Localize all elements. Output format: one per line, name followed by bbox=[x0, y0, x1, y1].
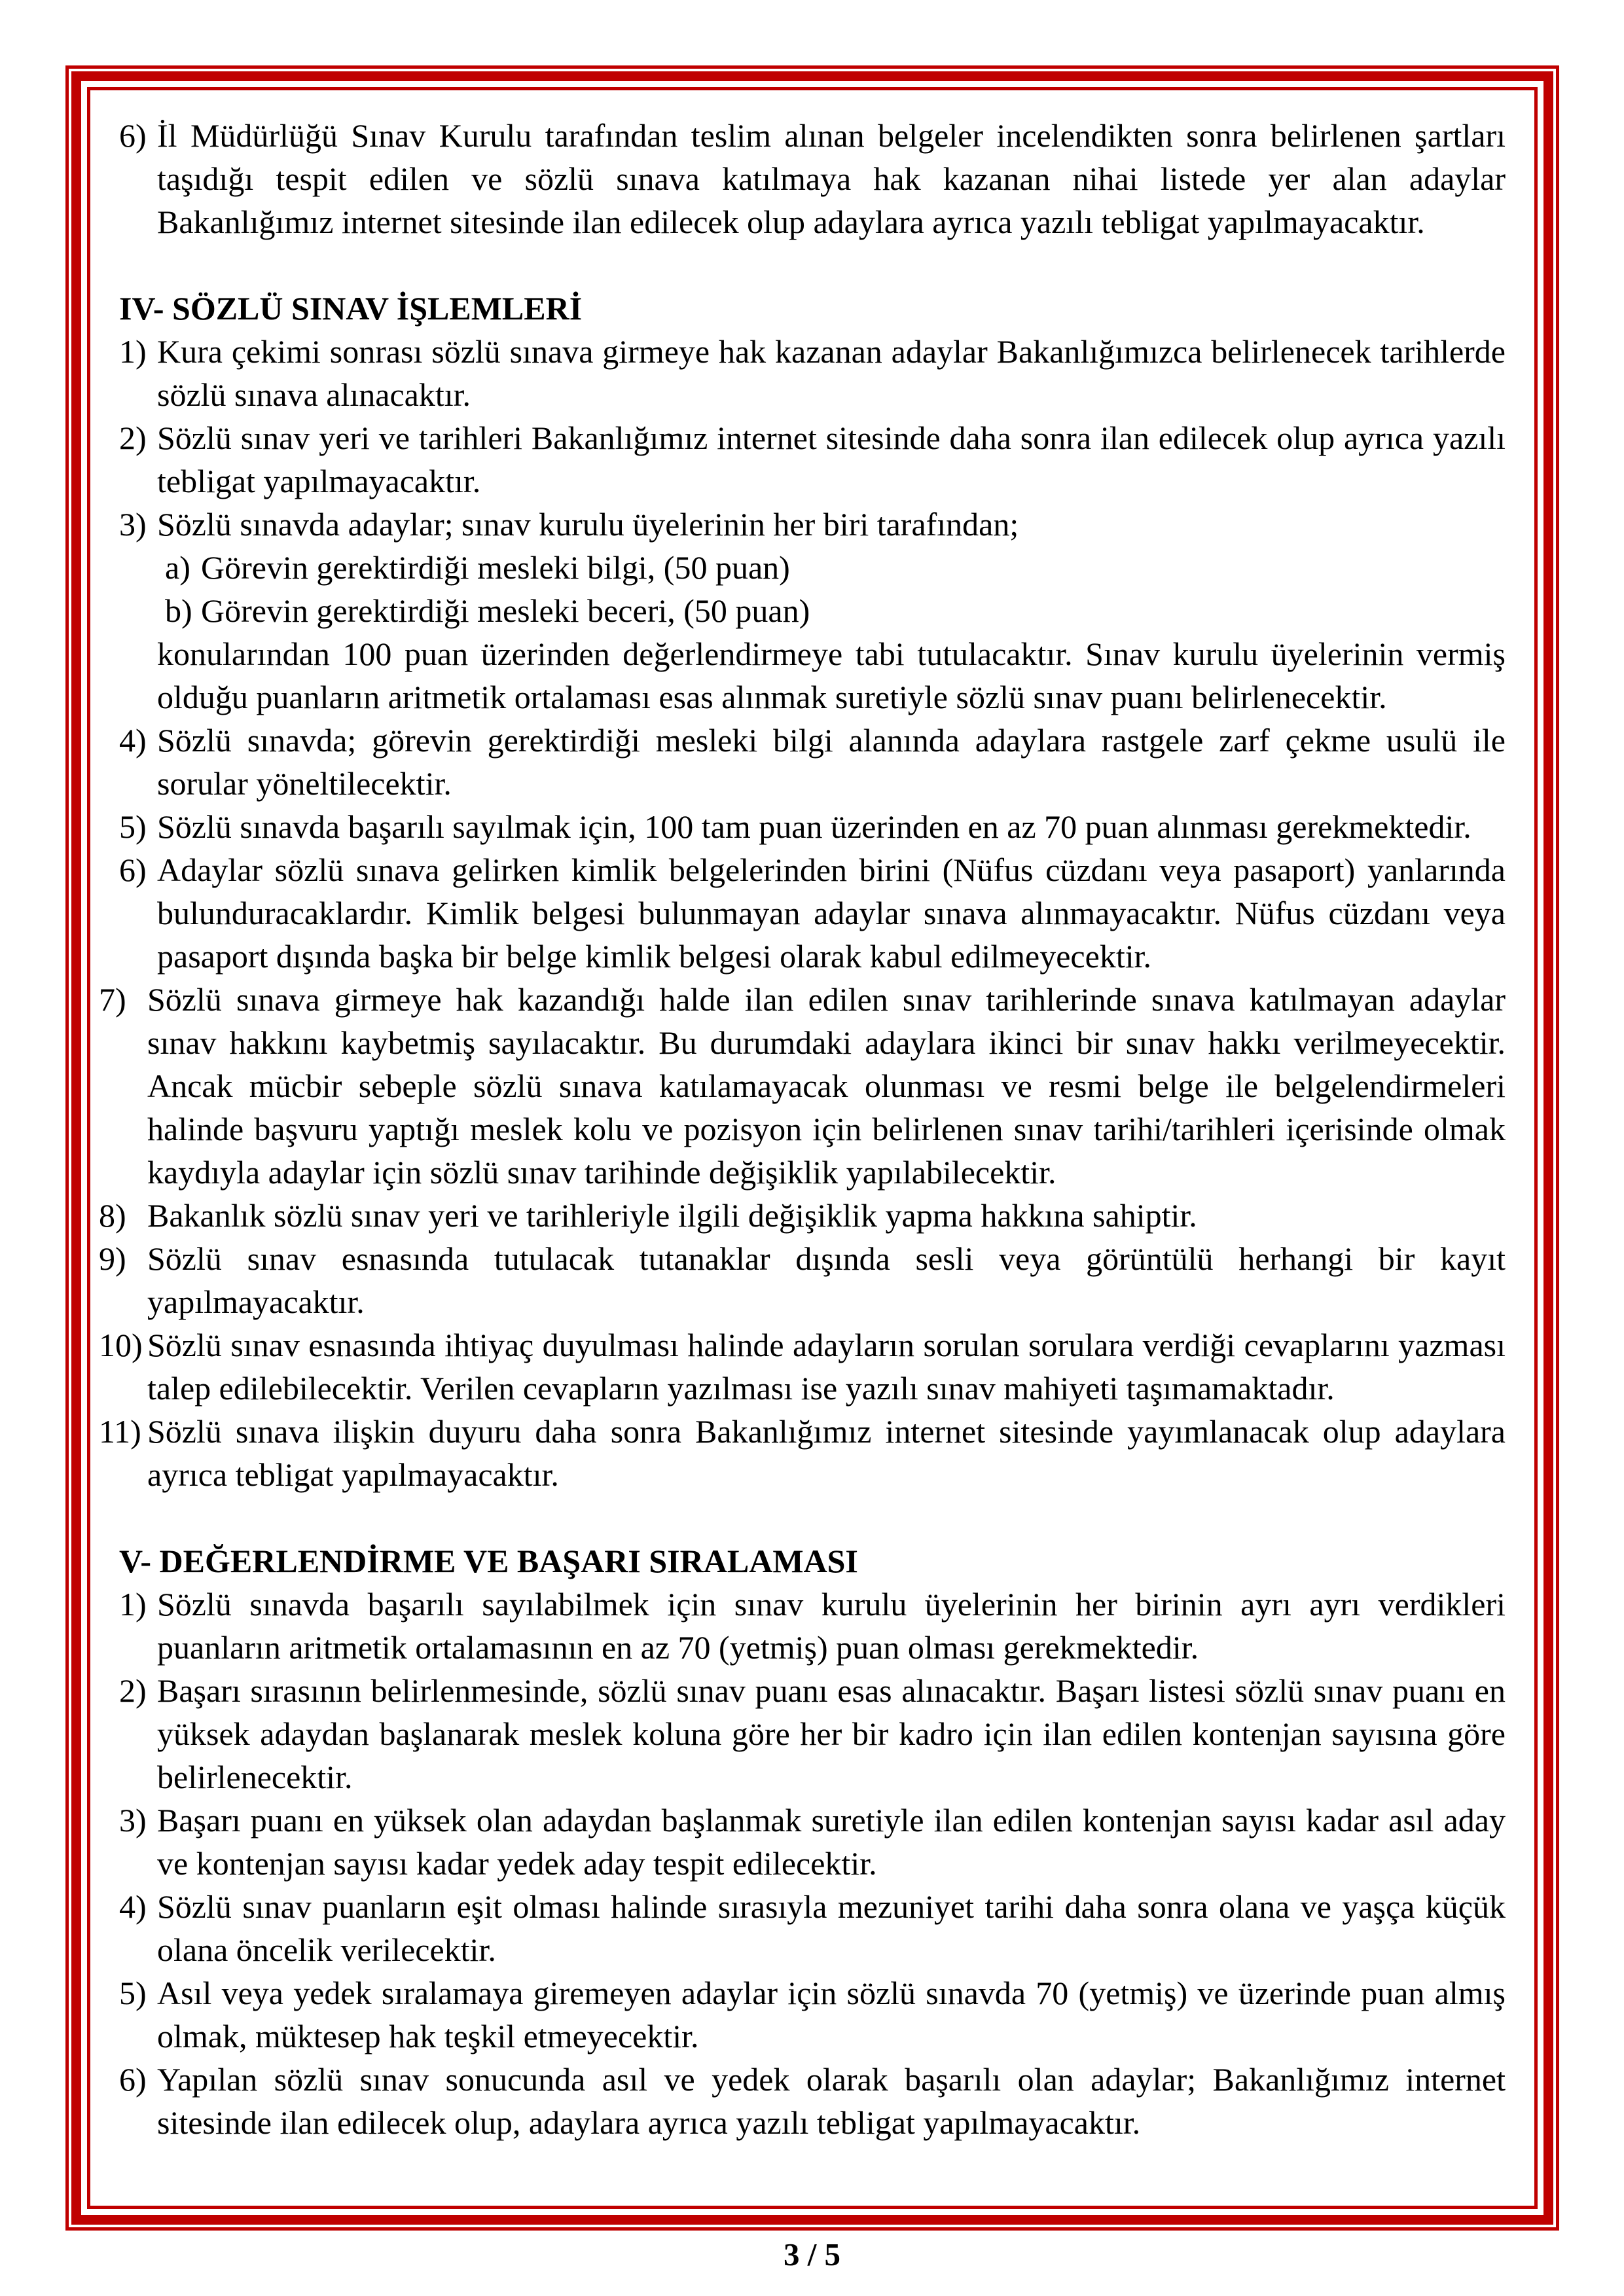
list-item bbox=[119, 805, 1506, 848]
list-item bbox=[99, 1410, 1506, 1496]
item-number: 6) bbox=[119, 852, 147, 888]
item-number: 1) bbox=[119, 1586, 147, 1623]
list-item bbox=[119, 1971, 1506, 2058]
list-item bbox=[99, 1323, 1506, 1410]
list-item bbox=[119, 1885, 1506, 1971]
item-number: 3) bbox=[119, 506, 147, 543]
item-intro-text: Sözlü sınavda adaylar; sınav kurulu üyelerinin her biri tarafından; bbox=[157, 506, 1019, 543]
item-text: Başarı sırasının belirlenmesinde, sözlü sınav puanı esas alınacaktır. Başarı listesi sözlü sınav puanı en yüksek adaydan başlanarak meslek koluna göre her bir kadro için ilan edilen kontenjan sayısına göre belirlenecektir. bbox=[157, 1672, 1506, 1795]
item-text: Sözlü sınav yeri ve tarihleri Bakanlığımız internet sitesinde daha sonra ilan edilecek olup ayrıca yazılı tebligat yapılmayacaktır. bbox=[157, 420, 1506, 499]
item-number: 4) bbox=[119, 1888, 147, 1925]
item-text: Sözlü sınav esnasında ihtiyaç duyulması halinde adayların sorulan sorulara verdiği cevaplarını yazması talep edilebilecektir. Verilen cevapların yazılması ise yazılı sınav mahiyeti taşımamaktadır. bbox=[147, 1327, 1506, 1407]
list-item bbox=[119, 2058, 1506, 2144]
item-text: Sözlü sınavda başarılı sayılmak için, 100 tam puan üzerinden en az 70 puan alınması gerekmektedir. bbox=[157, 808, 1471, 845]
sub-list-item bbox=[157, 589, 1506, 632]
list-item bbox=[99, 978, 1506, 1194]
item-number: 7) bbox=[99, 981, 126, 1018]
item-number: 10) bbox=[99, 1327, 143, 1363]
sub-item-text: Görevin gerektirdiği mesleki bilgi, (50 puan) bbox=[201, 549, 790, 586]
section-heading-v: V- DEĞERLENDİRME VE BAŞARI SIRALAMASI bbox=[119, 1543, 858, 1579]
item-number: 8) bbox=[99, 1197, 126, 1234]
item-text: Adaylar sözlü sınava gelirken kimlik belgelerinden birini (Nüfus cüzdanı veya pasaport) yanlarında bulunduracaklardır. Kimlik belgesi bulunmayan adaylar sınava alınmayacaktır. Nüfus cüzdanı veya pasaport dışında başka bir belge kimlik belgesi olarak kabul edilmeyecektir. bbox=[157, 852, 1506, 975]
list-item bbox=[119, 1669, 1506, 1799]
item-number: 6) bbox=[119, 117, 147, 154]
list-item bbox=[119, 1583, 1506, 1669]
item-text bbox=[157, 503, 1506, 719]
sub-item-letter: a) bbox=[165, 549, 190, 586]
page-number: 3 / 5 bbox=[783, 2236, 841, 2272]
item-continuation-text: konularından 100 puan üzerinden değerlendirmeye tabi tutulacaktır. Sınav kurulu üyelerinin vermiş olduğu puanların aritmetik ortalaması esas alınmak suretiyle sözlü sınav puanı belirlenecektir. bbox=[157, 636, 1506, 715]
sub-item-text: Görevin gerektirdiği mesleki beceri, (50 puan) bbox=[201, 592, 810, 629]
item-number: 11) bbox=[99, 1413, 141, 1450]
sub-list-item bbox=[157, 546, 1506, 589]
item-number: 6) bbox=[119, 2061, 147, 2098]
page-border-frame-middle bbox=[71, 71, 1553, 2225]
list-item bbox=[119, 719, 1506, 805]
item-number: 5) bbox=[119, 808, 147, 845]
item-number: 3) bbox=[119, 1802, 147, 1839]
item-text: Sözlü sınav esnasında tutulacak tutanaklar dışında sesli veya görüntülü herhangi bir kayıt yapılmayacaktır. bbox=[147, 1240, 1506, 1320]
page-content-area bbox=[87, 87, 1538, 2209]
list-item bbox=[99, 1194, 1506, 1237]
item-text: Sözlü sınava girmeye hak kazandığı halde ilan edilen sınav tarihlerinde sınava katılmayan adaylar sınav hakkını kaybetmiş sayılacaktır. Bu durumdaki adaylara ikinci bir sınav hakkı verilmeyecektir. Ancak mücbir sebeple sözlü sınava katılamayacak olunması ve resmi belge ile belgelendirmeleri halinde başvuru yaptığı meslek kolu ve pozisyon için belirlenen sınav tarihi/tarihleri içerisinde olmak kaydıyla adaylar için sözlü sınav tarihinde değişiklik yapılabilecektir. bbox=[147, 981, 1506, 1191]
list-item bbox=[119, 848, 1506, 978]
section-heading-iv: IV- SÖZLÜ SINAV İŞLEMLERİ bbox=[119, 290, 583, 327]
item-number: 2) bbox=[119, 420, 147, 456]
item-number: 4) bbox=[119, 722, 147, 759]
list-item bbox=[119, 503, 1506, 719]
item-text: Asıl veya yedek sıralamaya giremeyen adaylar için sözlü sınavda 70 (yetmiş) ve üzerinde puan almış olmak, müktesep hak teşkil etmeyecektir. bbox=[157, 1975, 1506, 2054]
item-text: Sözlü sınava ilişkin duyuru daha sonra Bakanlığımız internet sitesinde yayımlanacak olup adaylara ayrıca tebligat yapılmayacaktır. bbox=[147, 1413, 1506, 1493]
item-text: Kura çekimi sonrası sözlü sınava girmeye hak kazanan adaylar Bakanlığımızca belirlenecek tarihlerde sözlü sınava alınacaktır. bbox=[157, 333, 1506, 413]
item-number: 9) bbox=[99, 1240, 126, 1277]
item-text: Yapılan sözlü sınav sonucunda asıl ve yedek olarak başarılı olan adaylar; Bakanlığımız internet sitesinde ilan edilecek olup, adaylara ayrıca yazılı tebligat yapılmayacaktır. bbox=[157, 2061, 1506, 2141]
item-number: 1) bbox=[119, 333, 147, 370]
item-text: Sözlü sınavda başarılı sayılabilmek için sınav kurulu üyelerinin her birinin ayrı ayrı verdikleri puanların aritmetik ortalamasının en az 70 (yetmiş) puan olması gerekmektedir. bbox=[157, 1586, 1506, 1666]
item-number: 5) bbox=[119, 1975, 147, 2011]
item-text: Sözlü sınav puanların eşit olması halinde sırasıyla mezuniyet tarihi daha sonra olana ve yaşça küçük olana öncelik verilecektir. bbox=[157, 1888, 1506, 1968]
item-text: Başarı puanı en yüksek olan adaydan başlanmak suretiyle ilan edilen kontenjan sayısı kadar asıl aday ve kontenjan sayısı kadar yedek aday tespit edilecektir. bbox=[157, 1802, 1506, 1882]
item-text: Bakanlık sözlü sınav yeri ve tarihleriyle ilgili değişiklik yapma hakkına sahiptir. bbox=[147, 1197, 1197, 1234]
sub-item-letter: b) bbox=[165, 592, 192, 629]
list-item bbox=[119, 1799, 1506, 1885]
list-item bbox=[119, 416, 1506, 503]
item-text: Sözlü sınavda; görevin gerektirdiği mesleki bilgi alanında adaylara rastgele zarf çekme usulü ile sorular yöneltilecektir. bbox=[157, 722, 1506, 802]
list-item bbox=[99, 1237, 1506, 1323]
item-number: 2) bbox=[119, 1672, 147, 1709]
list-item bbox=[119, 330, 1506, 416]
page-border-frame bbox=[65, 65, 1559, 2231]
list-item bbox=[119, 114, 1506, 243]
item-text: İl Müdürlüğü Sınav Kurulu tarafından teslim alınan belgeler incelendikten sonra belirlenen şartları taşıdığı tespit edilen ve sözlü sınava katılmaya hak kazanan nihai listede yer alan adaylar Bakanlığımız internet sitesinde ilan edilecek olup adaylara ayrıca yazılı tebligat yapılmayacaktır. bbox=[157, 117, 1506, 240]
